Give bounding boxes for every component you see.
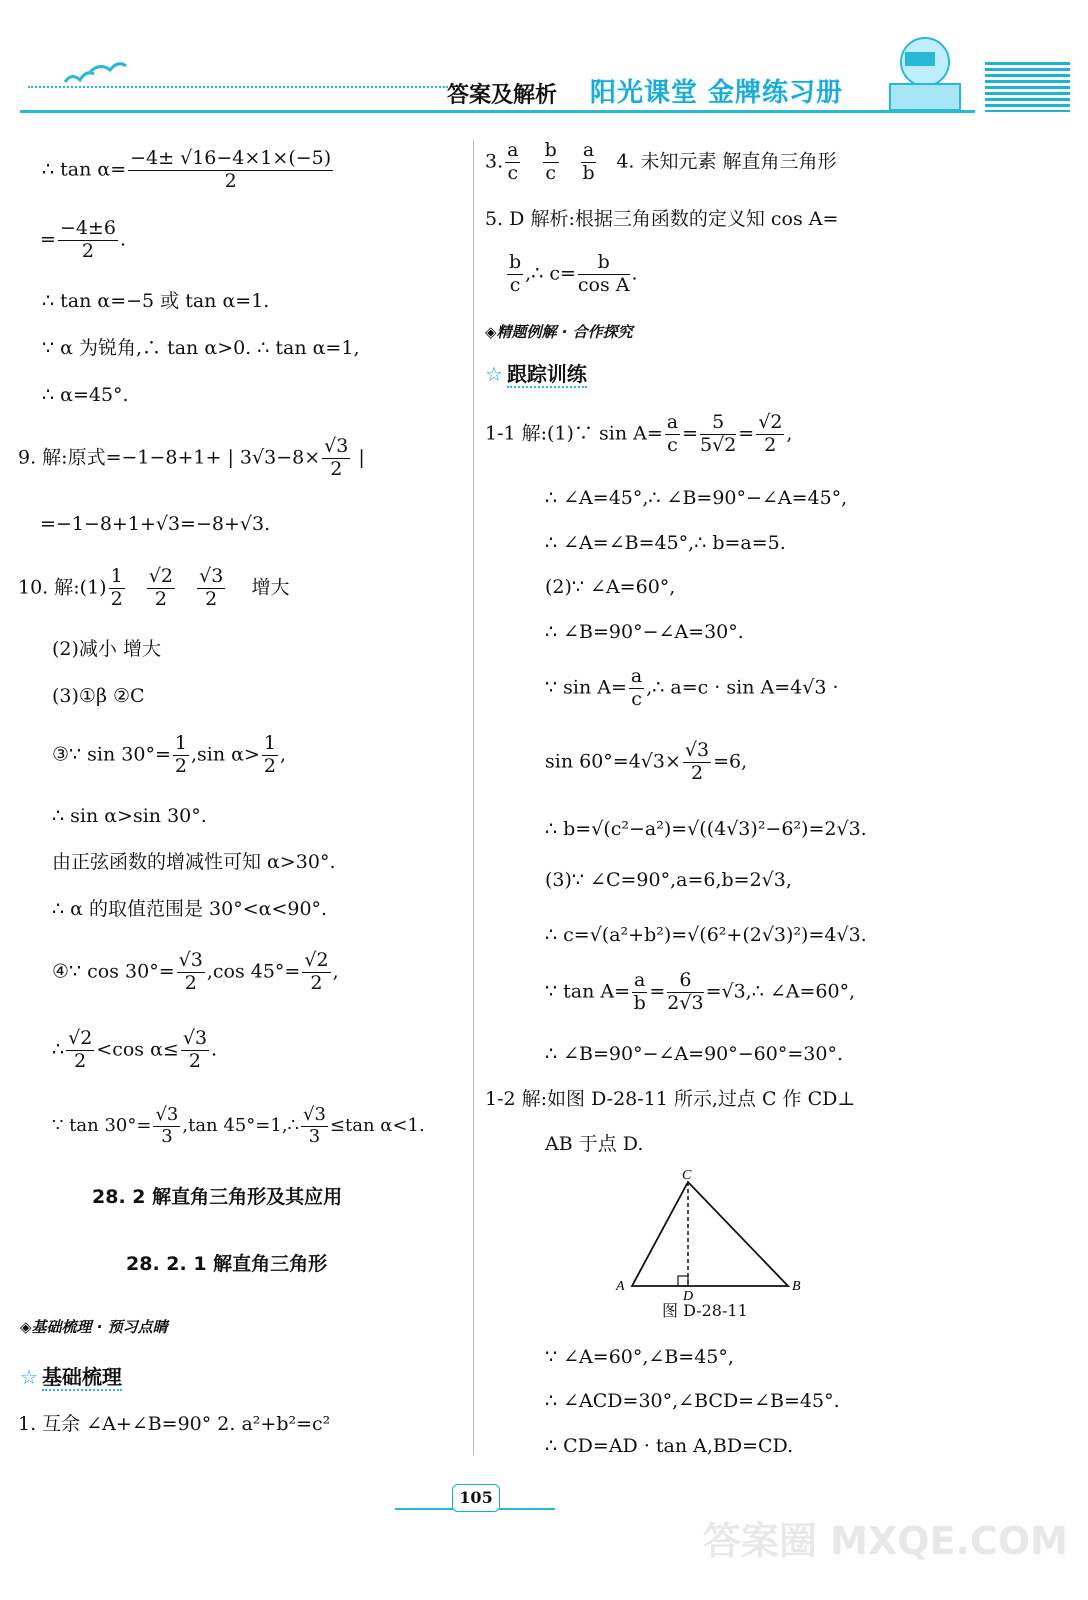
subheader-label: 跟踪训练 (506, 362, 587, 386)
text-line: 由正弦函数的增减性可知 α>30°. (52, 851, 336, 873)
subheader-basics (20, 1365, 122, 1390)
header-title: 答案及解析 (447, 83, 558, 108)
text-line: ∴ ∠ACD=30°,∠BCD=∠B=45°. (545, 1390, 840, 1412)
fraction (181, 1028, 209, 1073)
denominator: 2 (74, 1049, 87, 1072)
denominator: 2 (224, 169, 237, 192)
numerator: √3 (155, 1104, 179, 1125)
denominator: 2 (263, 754, 276, 777)
p11-k: ∵ tan A= $\frac{a}{b}$ = $\frac{6}{2√3}$ =√3,∴ ∠A=60°, (545, 969, 856, 1014)
denominator: 2 (81, 239, 94, 262)
p11-g (545, 740, 747, 785)
brand-title: 阳光课堂 金牌练习册 (590, 78, 844, 108)
numerator: √3 (684, 739, 710, 761)
eq-text: . (631, 262, 638, 285)
denominator: 5√2 (700, 433, 737, 456)
numerator: b (544, 139, 557, 161)
section-bar-basics: ◈基础梳理 · 预习点睛 (20, 1318, 168, 1336)
fraction (683, 740, 711, 785)
numerator: a (507, 139, 519, 161)
text-line: 5. D 解析:根据三角函数的定义知 cos A= (485, 208, 839, 230)
vertex-label-a: A (616, 1279, 625, 1294)
text-line: AB 于点 D. (545, 1133, 644, 1155)
star-icon: ☆ (20, 1365, 38, 1389)
watermark: 答案圈 MXQE.COM (702, 1519, 1068, 1563)
eq-text: ③∵ sin 30°= (52, 743, 171, 766)
fraction (66, 1028, 94, 1073)
text-line: ∴ c=√(a²+b²)=√(6²+(2√3)²)=4√3. (545, 924, 867, 946)
q9-line-1: 9. 解:原式=−1−8+1+ | 3√3−8× $\frac{√3}{2}$ | (18, 435, 365, 480)
denominator: 2 (205, 587, 218, 610)
r5b-line (505, 252, 638, 297)
eq-text: 1-1 解:(1)∵ sin A= (485, 422, 663, 445)
fraction (197, 566, 225, 611)
eq-text: 9. 解:原式=−1−8+1+ | 3√3−8× (18, 446, 321, 469)
eq-text: ∵ tan A= (545, 980, 631, 1003)
right-angle-mark (678, 1276, 688, 1286)
numerator: 1 (174, 732, 187, 754)
q10-4a (52, 950, 339, 995)
triangle-figure (610, 1168, 810, 1303)
fraction (322, 436, 350, 481)
numerator: 1 (110, 565, 123, 587)
fraction (756, 412, 784, 457)
fraction (58, 218, 118, 263)
subsection-title: 28. 2. 1 解直角三角形 (126, 1253, 328, 1275)
text-line: ∵ ∠A=60°,∠B=45°, (545, 1346, 734, 1368)
numerator: 6 (667, 970, 703, 993)
header-stripes (985, 62, 1070, 112)
denominator: 2 (764, 433, 777, 456)
denominator: 2 (154, 587, 167, 610)
q10-4b (52, 1028, 217, 1073)
numerator: √3 (199, 565, 224, 587)
denominator: c (667, 433, 678, 456)
fraction (505, 140, 520, 185)
eq-text: ≤tan α<1. (329, 1115, 425, 1137)
eq-text: , (332, 960, 339, 983)
text-line: ∴ b=√(c²−a²)=√((4√3)²−6²)=2√3. (545, 818, 867, 840)
eq-text: ∵ sin A= (545, 676, 627, 699)
triangle-abc (632, 1182, 788, 1286)
eq-text: , (279, 743, 287, 766)
fraction (578, 252, 630, 297)
denominator: 2 (174, 754, 187, 777)
denominator: 2√3 (667, 991, 704, 1014)
denominator: 2 (690, 761, 704, 784)
text-line: ∴ ∠B=90°−∠A=30°. (545, 621, 744, 643)
eq-text: =√3,∴ ∠A=60°, (705, 980, 856, 1003)
section-bar-examples: ◈精题例解 · 合作探究 (485, 323, 633, 341)
eq-text: = (40, 228, 56, 251)
numerator: −4±6 (59, 217, 116, 239)
text-line: ∴ CD=AD · tan A,BD=CD. (545, 1435, 794, 1457)
numerator: √3 (182, 1027, 208, 1049)
text-line: ∴ α 的取值范围是 30°<α<90°. (52, 898, 328, 920)
fraction (700, 412, 736, 457)
text-line: (2)减小 增大 (52, 638, 161, 660)
denominator: c (507, 161, 519, 184)
fraction (301, 1105, 328, 1147)
numerator: a (582, 139, 595, 161)
eq-text: ,sin α> (190, 743, 260, 766)
eq-text: 10. 解:(1) (18, 576, 107, 599)
numerator: b (509, 251, 522, 273)
denominator: 2 (110, 587, 123, 610)
text-line: ∴ α=45°. (42, 384, 129, 406)
denominator: cos A (577, 273, 630, 296)
fraction (507, 252, 523, 297)
numerator: √3 (303, 1104, 326, 1125)
denominator: 2 (184, 971, 197, 994)
denominator: c (631, 687, 642, 710)
numerator: √3 (178, 949, 203, 971)
numerator: a (666, 411, 679, 433)
mascot-icon (870, 22, 980, 112)
denominator: 2 (310, 971, 323, 994)
text-line: ∴ ∠A=∠B=45°,∴ b=a=5. (545, 532, 786, 554)
eq-text: = (682, 422, 698, 445)
p11-f (545, 666, 839, 711)
fraction (302, 950, 330, 995)
fraction (262, 733, 278, 778)
eq-text: ,cos 45°= (206, 960, 301, 983)
text-line: (2)∵ ∠A=60°, (545, 576, 676, 598)
denominator: 3 (161, 1125, 173, 1147)
eq-text: 3. (485, 150, 504, 173)
vertex-label-d: D (683, 1289, 694, 1303)
denominator: 2 (330, 457, 343, 480)
numerator: a (634, 969, 646, 991)
numerator: −4± √16−4×1×(−5) (130, 147, 332, 169)
eq-text: ④∵ cos 30°= (52, 960, 175, 983)
text-line: ∴ ∠A=45°,∴ ∠B=90°−∠A=45°, (545, 487, 848, 509)
numerator: √3 (324, 435, 349, 457)
text-line: =−1−8+1+√3=−8+√3. (40, 513, 271, 535)
fraction (632, 970, 647, 1015)
eq-text: . (211, 1038, 218, 1061)
denominator: 2 (188, 1049, 201, 1072)
text-line: ∴ sin α>sin 30°. (52, 805, 207, 827)
p11-line-1: 1-1 解:(1)∵ sin A= $\frac{a}{c}$ = $\frac{5}{5√2}$ = $\frac{√2}{2}$ , (485, 411, 793, 456)
numerator: √2 (148, 565, 173, 587)
q10-4c (52, 1105, 425, 1147)
star-icon: ☆ (485, 362, 503, 386)
eq-text: 增大 (251, 576, 290, 599)
subheader-tracking (485, 362, 587, 387)
text-line: (3)①β ②C (52, 685, 145, 707)
numerator: 5 (700, 412, 736, 435)
fraction (153, 1105, 180, 1147)
eq-text: ,∴ c= (525, 262, 576, 285)
fraction (147, 566, 175, 611)
vertex-label-b: B (792, 1279, 801, 1294)
eq-line-2 (40, 218, 126, 263)
eq-text: ∴ tan α= (42, 158, 127, 181)
eq-text: ,∴ a=c · sin A=4√3 · (646, 676, 839, 699)
fraction (667, 970, 703, 1015)
denominator: c (509, 273, 521, 296)
fraction (543, 140, 559, 185)
fraction (177, 950, 205, 995)
text-line: 1. 互余 ∠A+∠B=90° 2. a²+b²=c² (18, 1413, 331, 1435)
numerator: √2 (68, 1027, 93, 1049)
fraction (173, 733, 189, 778)
text-line: ∵ α 为锐角,∴ tan α>0. ∴ tan α=1, (42, 337, 360, 359)
numerator: 1 (263, 732, 276, 754)
vertex-label-c: C (682, 1168, 692, 1183)
fraction (128, 148, 333, 193)
column-divider (473, 140, 474, 1455)
eq-text: , (786, 422, 793, 445)
text-line: 1-2 解:如图 D-28-11 所示,过点 C 作 CD⊥ (485, 1088, 856, 1110)
eq-text: . (119, 228, 126, 251)
birds-icon (60, 60, 130, 90)
eq-text: ∵ tan 30°= (52, 1115, 152, 1137)
q10-3a (52, 733, 286, 778)
denominator: b (582, 161, 595, 184)
text-line: ∴ tan α=−5 或 tan α=1. (42, 290, 270, 312)
eq-text: ,tan 45°=1,∴ (182, 1115, 299, 1137)
numerator: √2 (304, 949, 329, 971)
eq-text: ∴ (52, 1038, 65, 1061)
fraction (629, 666, 644, 711)
eq-text: sin 60°=4√3× (545, 750, 681, 773)
q10-line-1 (18, 566, 290, 611)
fraction (665, 412, 680, 457)
section-title: 28. 2 解直角三角形及其应用 (92, 1186, 343, 1208)
eq-text: 4. 未知元素 解直角三角形 (616, 150, 837, 173)
eq-text: <cos α≤ (96, 1038, 179, 1061)
eq-text: =6, (713, 750, 748, 773)
numerator: √2 (758, 411, 783, 433)
numerator: a (630, 665, 643, 687)
numerator: b (578, 252, 630, 275)
denominator: b (633, 991, 646, 1014)
text-line: (3)∵ ∠C=90°,a=6,b=2√3, (545, 869, 792, 891)
r3-line (485, 140, 837, 185)
eq-tan-alpha (42, 148, 335, 193)
subheader-label: 基础梳理 (41, 1365, 122, 1389)
fraction (581, 140, 596, 185)
text-line: ∴ ∠B=90°−∠A=90°−60°=30°. (545, 1043, 843, 1065)
page-number: 105 (452, 1484, 500, 1512)
figure-caption: 图 D-28-11 (662, 1301, 748, 1320)
fraction (109, 566, 125, 611)
header-line (20, 110, 975, 113)
denominator: 3 (308, 1125, 321, 1147)
denominator: c (545, 161, 556, 184)
